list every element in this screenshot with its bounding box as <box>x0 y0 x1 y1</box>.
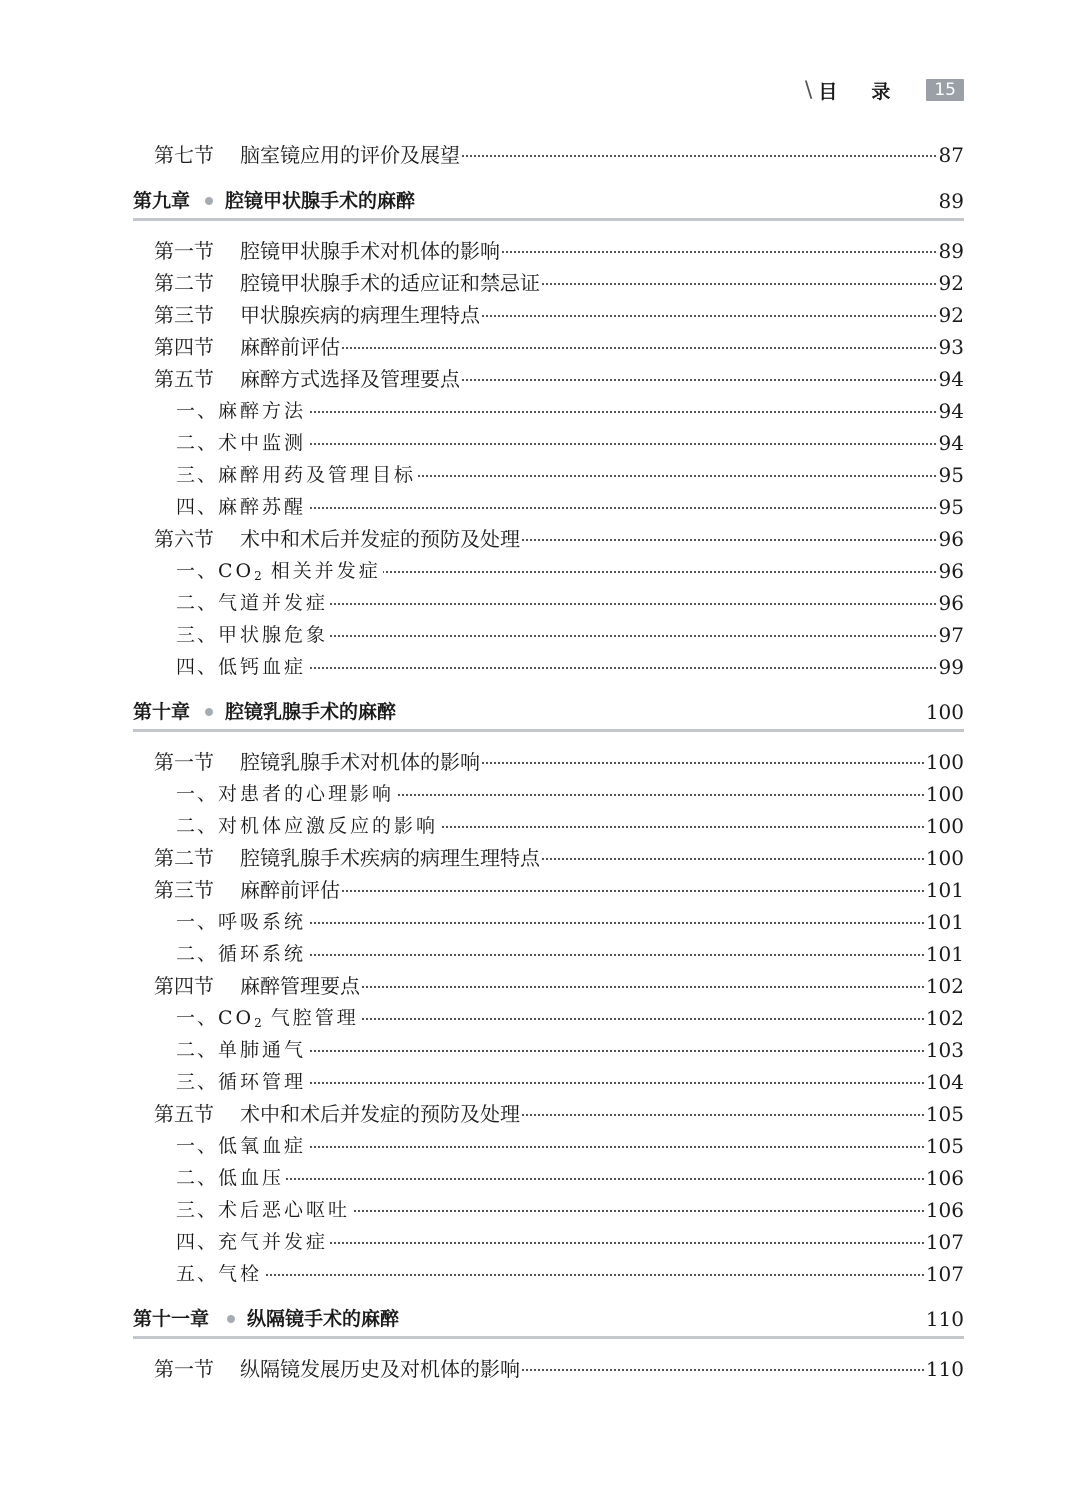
entry-title: 术中监测 <box>218 428 308 458</box>
entry-page: 102 <box>924 971 964 1001</box>
entry-page: 100 <box>924 779 964 809</box>
entry-title: 腔镜甲状腺手术的适应证和禁忌证 <box>240 268 542 298</box>
entry-prefix: 第五节 <box>154 367 214 391</box>
entry-title: 麻醉苏醒 <box>218 492 308 522</box>
entry-prefix: 第三节 <box>154 878 214 902</box>
dot-leader <box>250 1210 960 1212</box>
dot-leader <box>250 922 960 924</box>
entry-page: 106 <box>924 1163 964 1193</box>
entry-title-post: 气腔管理 <box>261 1007 359 1029</box>
chapter-title: 纵隔镜手术的麻醉 <box>247 1308 400 1330</box>
entry-title: 甲状腺危象 <box>218 620 330 650</box>
toc-subentry[interactable] <box>0 1195 1080 1225</box>
entry-title: 对机体应激反应的影响 <box>218 811 440 841</box>
entry-title: 麻醉管理要点 <box>240 971 362 1001</box>
entry-page: 100 <box>924 843 964 873</box>
dot-leader <box>250 411 960 413</box>
entry-page: 101 <box>924 875 964 905</box>
entry-page: 89 <box>937 236 964 266</box>
entry-title: 术中和术后并发症的预防及处理 <box>240 1099 522 1129</box>
entry-prefix: 一、 <box>176 911 219 933</box>
running-header <box>805 78 964 102</box>
entry-title: 麻醉方法 <box>218 396 308 426</box>
toc-subentry[interactable] <box>0 779 1080 809</box>
entry-page: 95 <box>937 460 964 490</box>
entry-title: 对患者的心理影响 <box>218 779 396 809</box>
chapter-rule <box>133 729 964 732</box>
toc-subentry[interactable] <box>0 588 1080 618</box>
chapter-rule <box>133 218 964 221</box>
entry-page: 95 <box>937 492 964 522</box>
entry-page: 93 <box>937 332 964 362</box>
toc-entry[interactable] <box>0 140 1080 170</box>
entry-page: 87 <box>937 140 964 170</box>
toc-subentry[interactable] <box>0 428 1080 458</box>
dot-leader <box>250 443 960 445</box>
entry-title <box>218 1003 361 1038</box>
entry-prefix: 二、 <box>176 815 219 837</box>
entry-prefix: 三、 <box>176 1071 219 1093</box>
entry-page: 96 <box>937 524 964 554</box>
toc-entry[interactable] <box>0 971 1080 1001</box>
entry-page: 102 <box>924 1003 964 1033</box>
entry-prefix: 二、 <box>176 1039 219 1061</box>
toc-subentry[interactable] <box>0 1035 1080 1065</box>
entry-page: 94 <box>937 396 964 426</box>
entry-page: 105 <box>924 1131 964 1161</box>
toc-entry[interactable] <box>0 875 1080 905</box>
toc-subentry[interactable] <box>0 1003 1080 1033</box>
entry-page: 104 <box>924 1067 964 1097</box>
entry-page: 107 <box>924 1259 964 1289</box>
toc-entry[interactable] <box>0 747 1080 777</box>
entry-title: 术后恶心呕吐 <box>218 1195 352 1225</box>
entry-title: 气道并发症 <box>218 588 330 618</box>
entry-title-post: 相关并发症 <box>261 560 381 582</box>
entry-title: 循环系统 <box>218 939 308 969</box>
entry-title: 单肺通气 <box>218 1035 308 1065</box>
chapter-page: 110 <box>925 1307 964 1331</box>
entry-page: 101 <box>924 907 964 937</box>
chapter-title: 腔镜乳腺手术的麻醉 <box>225 701 397 723</box>
dot-leader <box>250 954 960 956</box>
entry-page: 99 <box>937 652 964 682</box>
entry-page: 94 <box>937 364 964 394</box>
entry-prefix: 第七节 <box>154 143 214 167</box>
toc-subentry[interactable] <box>0 1067 1080 1097</box>
dot-leader <box>250 1050 960 1052</box>
entry-prefix: 二、 <box>176 943 219 965</box>
page-number-badge: 15 <box>926 79 964 101</box>
entry-title: 腔镜甲状腺手术对机体的影响 <box>240 236 502 266</box>
entry-page: 105 <box>924 1099 964 1129</box>
chapter-number: 第十一章 <box>133 1308 210 1330</box>
entry-title: 术中和术后并发症的预防及处理 <box>240 524 522 554</box>
dot-leader <box>250 603 960 605</box>
header-slash: \ <box>804 77 813 103</box>
entry-prefix: 一、 <box>176 400 219 422</box>
entry-page: 97 <box>937 620 964 650</box>
entry-prefix: 第六节 <box>154 527 214 551</box>
dot-leader <box>250 1274 960 1276</box>
entry-prefix: 一、 <box>176 1007 219 1029</box>
entry-prefix: 四、 <box>176 656 219 678</box>
toc-subentry[interactable] <box>0 1163 1080 1193</box>
dot-leader <box>250 347 960 349</box>
toc-entry[interactable] <box>0 524 1080 554</box>
bullet-icon <box>227 1315 235 1323</box>
dot-leader <box>250 507 960 509</box>
dot-leader <box>250 635 960 637</box>
toc-subentry[interactable] <box>0 907 1080 937</box>
entry-prefix: 五、 <box>176 1263 219 1285</box>
entry-prefix: 四、 <box>176 1231 219 1253</box>
entry-title: 麻醉前评估 <box>240 875 342 905</box>
entry-page: 96 <box>937 556 964 586</box>
chapter-number: 第九章 <box>133 190 191 212</box>
entry-prefix: 第一节 <box>154 239 214 263</box>
toc-entry[interactable] <box>0 332 1080 362</box>
entry-prefix: 第五节 <box>154 1102 214 1126</box>
entry-title: 腔镜乳腺手术对机体的影响 <box>240 747 482 777</box>
entry-title: 充气并发症 <box>218 1227 330 1257</box>
toc-entry[interactable] <box>0 300 1080 330</box>
entry-title: 低氧血症 <box>218 1131 308 1161</box>
entry-prefix: 二、 <box>176 592 219 614</box>
entry-prefix: 第二节 <box>154 271 214 295</box>
entry-prefix: 第二节 <box>154 846 214 870</box>
entry-prefix: 二、 <box>176 1167 219 1189</box>
entry-prefix: 一、 <box>176 1135 219 1157</box>
entry-title: 呼吸系统 <box>218 907 308 937</box>
entry-title-subscript: 2 <box>254 1016 262 1030</box>
entry-page: 96 <box>937 588 964 618</box>
entry-page: 92 <box>937 268 964 298</box>
toc-subentry[interactable] <box>0 556 1080 586</box>
toc-entry[interactable] <box>0 268 1080 298</box>
bullet-icon <box>205 197 213 205</box>
chapter-number: 第十章 <box>133 701 191 723</box>
entry-prefix: 第四节 <box>154 335 214 359</box>
dot-leader <box>250 1242 960 1244</box>
entry-title: 甲状腺疾病的病理生理特点 <box>240 300 482 330</box>
entry-title: 纵隔镜发展历史及对机体的影响 <box>240 1354 522 1384</box>
dot-leader <box>250 890 960 892</box>
toc-entry[interactable] <box>0 1354 1080 1384</box>
bullet-icon <box>205 708 213 716</box>
toc-subentry[interactable] <box>0 1131 1080 1161</box>
entry-title: 低血压 <box>218 1163 286 1193</box>
toc-entry[interactable] <box>0 843 1080 873</box>
entry-title: 循环管理 <box>218 1067 308 1097</box>
chapter-page: 89 <box>938 189 964 213</box>
dot-leader <box>250 1146 960 1148</box>
entry-page: 100 <box>924 747 964 777</box>
dot-leader <box>250 1178 960 1180</box>
entry-prefix: 二、 <box>176 432 219 454</box>
entry-prefix: 三、 <box>176 464 219 486</box>
entry-prefix: 三、 <box>176 624 219 646</box>
entry-title: 麻醉方式选择及管理要点 <box>240 364 462 394</box>
entry-prefix: 第一节 <box>154 1357 214 1381</box>
entry-page: 100 <box>924 811 964 841</box>
entry-title: 腔镜乳腺手术疾病的病理生理特点 <box>240 843 542 873</box>
entry-title-pre: CO <box>218 1007 255 1029</box>
entry-prefix: 第一节 <box>154 750 214 774</box>
entry-page: 103 <box>924 1035 964 1065</box>
chapter-page: 100 <box>925 700 964 724</box>
entry-prefix: 四、 <box>176 496 219 518</box>
toc-subentry[interactable] <box>0 620 1080 650</box>
entry-page: 110 <box>924 1354 964 1384</box>
dot-leader <box>250 667 960 669</box>
toc-subentry[interactable] <box>0 396 1080 426</box>
entry-title: 麻醉用药及管理目标 <box>218 460 418 490</box>
entry-page: 94 <box>937 428 964 458</box>
entry-page: 101 <box>924 939 964 969</box>
entry-title: 麻醉前评估 <box>240 332 342 362</box>
entry-title: 脑室镜应用的评价及展望 <box>240 140 462 170</box>
toc-subentry[interactable] <box>0 492 1080 522</box>
toc-subentry[interactable] <box>0 939 1080 969</box>
toc-entry[interactable] <box>0 1099 1080 1129</box>
entry-prefix: 第四节 <box>154 974 214 998</box>
chapter-rule <box>133 1336 964 1339</box>
entry-title-subscript: 2 <box>254 569 262 583</box>
entry-page: 92 <box>937 300 964 330</box>
chapter-title: 腔镜甲状腺手术的麻醉 <box>225 190 416 212</box>
dot-leader <box>250 1082 960 1084</box>
toc-entry[interactable] <box>0 364 1080 394</box>
toc-subentry[interactable] <box>0 811 1080 841</box>
toc-subentry[interactable] <box>0 460 1080 490</box>
chapter-heading[interactable] <box>0 1302 1080 1340</box>
entry-prefix: 第三节 <box>154 303 214 327</box>
toc-subentry[interactable] <box>0 652 1080 682</box>
entry-title: 低钙血症 <box>218 652 308 682</box>
entry-prefix: 三、 <box>176 1199 219 1221</box>
entry-prefix: 一、 <box>176 783 219 805</box>
entry-title: 气栓 <box>218 1259 264 1289</box>
header-title: 目录 <box>818 80 925 103</box>
entry-page: 107 <box>924 1227 964 1257</box>
toc-entry[interactable] <box>0 236 1080 266</box>
entry-title <box>218 556 383 591</box>
chapter-heading[interactable] <box>0 695 1080 733</box>
entry-page: 106 <box>924 1195 964 1225</box>
entry-title-pre: CO <box>218 560 255 582</box>
toc-subentry[interactable] <box>0 1259 1080 1289</box>
chapter-heading[interactable] <box>0 184 1080 222</box>
toc-subentry[interactable] <box>0 1227 1080 1257</box>
entry-prefix: 一、 <box>176 560 219 582</box>
